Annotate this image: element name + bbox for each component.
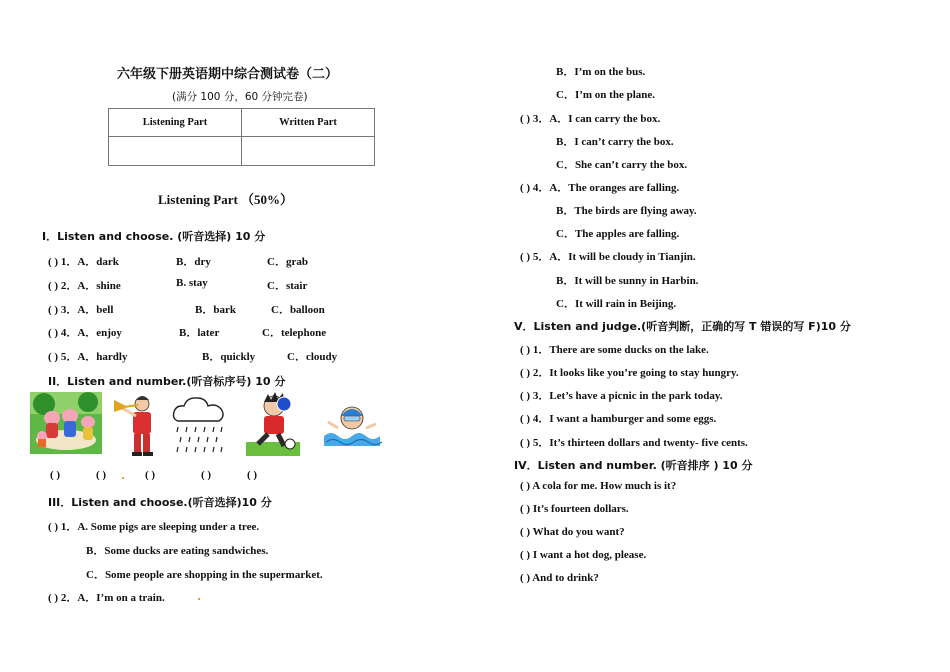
rain-cloud-picture [170,395,230,457]
s5-item-2: ( ) 2．It looks like you’re going to stay hungry. [520,367,739,379]
section-2-heading: II．Listen and number.(听音标序号) 10 分 [48,375,286,388]
s1-q3-a: ( ) 3．A．bell [48,304,114,316]
s5-item-1: ( ) 1．There are some ducks on the lake. [520,344,709,356]
s3-q1-b: B．Some ducks are eating sandwiches. [86,545,269,557]
section-1-heading: I．Listen and choose. (听音选择) 10 分 [42,230,266,243]
r-q3-c: C．She can’t carry the box. [556,159,688,171]
s1-q5-b: B．quickly [202,351,256,363]
s1-q3-c: C．balloon [271,304,325,316]
s1-q1-c: C．grab [267,256,308,268]
s5-item-4: ( ) 4．I want a hamburger and some eggs. [520,413,717,425]
score-cell-listening[interactable] [109,137,242,166]
r-q2-c: C．I’m on the plane. [556,89,656,101]
s1-q4-a: ( ) 4．A．enjoy [48,327,122,339]
r-q3-a: ( ) 3．A．I can carry the box. [520,113,661,125]
s1-q4-c: C．telephone [262,327,327,339]
r-q4-b: B．The birds are flying away. [556,205,697,217]
s1-q1-b: B．dry [176,256,211,268]
s4-item-5: ( ) And to drink? [520,572,599,584]
r-q4-a: ( ) 4．A．The oranges are falling. [520,182,680,194]
s3-q1-c: C．Some people are shopping in the supermarket. [86,569,323,581]
s4-item-4: ( ) I want a hot dog, please. [520,549,647,561]
score-table-header-written: Written Part [242,109,375,137]
section-3-heading: III．Listen and choose.(听音选择)10 分 [48,496,272,509]
r-q4-c: C．The apples are falling. [556,228,680,240]
section-5-heading: V．Listen and judge.(听音判断，正确的写 T 错误的写 F)10 分 [514,320,851,333]
score-cell-written[interactable] [242,137,375,166]
s1-q5-a: ( ) 5．A．hardly [48,351,128,363]
page-subtitle: (满分 100 分，60 分钟完卷) [172,91,308,103]
picnic-picture [30,392,102,454]
s5-item-3: ( ) 3．Let’s have a picnic in the park today. [520,390,723,402]
decorative-dot [122,477,124,479]
s2-blank-5[interactable]: ( ) [247,469,258,481]
s2-blank-2[interactable]: ( ) [96,469,107,481]
r-q3-b: B．I can’t carry the box. [556,136,674,148]
swimming-boy-picture [324,396,384,452]
score-table-header-listening: Listening Part [109,109,242,137]
r-q5-c: C．It will rain in Beijing. [556,298,677,310]
s4-item-1: ( ) A cola for me. How much is it? [520,480,677,492]
s5-item-5: ( ) 5．It’s thirteen dollars and twenty- five cents. [520,437,748,449]
s1-q4-b: B．later [179,327,220,339]
football-boy-picture [246,392,300,456]
r-q5-b: B．It will be sunny in Harbin. [556,275,699,287]
s3-q2-a: ( ) 2．A．I’m on a train. [48,592,165,604]
s1-q1-a: ( ) 1．A．dark [48,256,119,268]
s1-q2-b: B. stay [176,277,208,289]
s2-blank-4[interactable]: ( ) [201,469,212,481]
s4-item-2: ( ) It’s fourteen dollars. [520,503,629,515]
decorative-dot [198,598,200,600]
s1-q2-a: ( ) 2．A．shine [48,280,121,292]
r-q2-b: B．I’m on the bus. [556,66,646,78]
s4-item-3: ( ) What do you want? [520,526,625,538]
section-4-heading: IV．Listen and number. (听音排序 ) 10 分 [514,459,753,472]
listening-part-heading: Listening Part （50%） [158,192,294,207]
s1-q3-b: B．bark [195,304,236,316]
score-table [108,108,375,166]
page-title: 六年级下册英语期中综合测试卷（二） [117,67,339,82]
s2-blank-1[interactable]: ( ) [50,469,61,481]
r-q5-a: ( ) 5．A．It will be cloudy in Tianjin. [520,251,696,263]
s1-q2-c: C．stair [267,280,308,292]
s1-q5-c: C．cloudy [287,351,338,363]
trumpet-boy-picture [112,392,160,460]
s3-q1-a: ( ) 1．A. Some pigs are sleeping under a tree. [48,521,260,533]
s2-blank-3[interactable]: ( ) [145,469,156,481]
